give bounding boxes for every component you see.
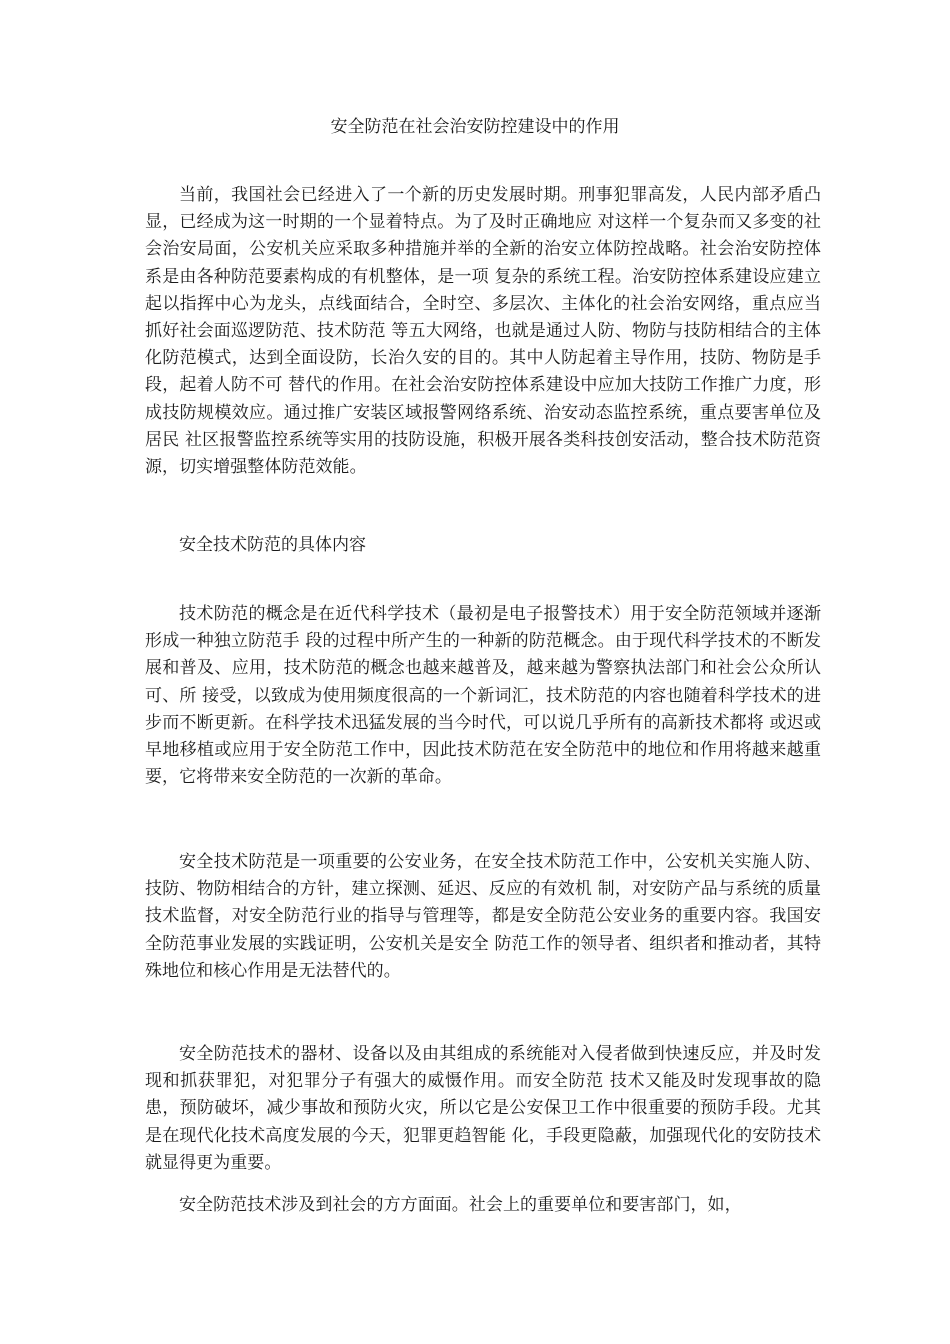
paragraph-intro: 当前，我国社会已经进入了一个新的历史发展时期。刑事犯罪高发，人民内部矛盾凸显，已经成为这一时期的一个显着特点。为了及时正确地应 对这样一个复杂而又多变的社会治安局面，公安机关应采取多种措施并举的全新的治安立体防控战略。社会治安防控体系是由各种防范要素构成的有机整体，是一项 复杂的系统工程。治安防控体系建设应建立起以指挥中心为龙头，点线面结合，全时空、多层次、主体化的社会治安网络，重点应当抓好社会面巡逻防范、技术防范 等五大网络，也就是通过人防、物防与技防相结合的主体化防范模式，达到全面设防，长治久安的目的。其中人防起着主导作用，技防、物防是手段，起着人防不可 替代的作用。在社会治安防控体系建设中应加大技防工作推广力度，形成技防规模效应。通过推广安装区域报警网络系统、治安动态监控系统，重点要害单位及居民 社区报警监控系统等实用的技防设施，积极开展各类科技创安活动，整合技术防范资源，切实增强整体防范效能。 (145, 185, 821, 478)
paragraph-society: 安全防范技术涉及到社会的方方面面。社会上的重要单位和要害部门，如， (179, 1195, 742, 1215)
paragraph-concept: 技术防范的概念是在近代科学技术（最初是电子报警技术）用于安全防范领域并逐渐形成一种独立防范手 段的过程中所产生的一种新的防范概念。由于现代科学技术的不断发展和普及、应用，技术防范的概念也越来越普及，越来越为警察执法部门和社会公众所认可、所 接受，以致成为使用频度很高的一个新词汇，技术防范的内容也随着科学技术的进步而不断更新。在科学技术迅猛发展的当今时代，可以说几乎所有的高新技术都将 或迟或早地移植或应用于安全防范工作中，因此技术防范在安全防范中的地位和作用将越来越重要，它将带来安全防范的一次新的革命。 (145, 604, 821, 788)
paragraph-equipment: 安全防范技术的器材、设备以及由其组成的系统能对入侵者做到快速反应，并及时发现和抓获罪犯，对犯罪分子有强大的威慑作用。而安全防范 技术又能及时发现事故的隐患，预防破坏，减少事故和预防火灾，所以它是公安保卫工作中很重要的预防手段。尤其是在现代化技术高度发展的今天，犯罪更趋智能 化，手段更隐蔽，加强现代化的安防技术就显得更为重要。 (145, 1044, 821, 1173)
section-heading: 安全技术防范的具体内容 (179, 535, 366, 555)
paragraph-police-role: 安全技术防范是一项重要的公安业务，在安全技术防范工作中，公安机关实施人防、技防、物防相结合的方针，建立探测、延迟、反应的有效机 制，对安防产品与系统的质量技术监督，对安全防范行业的指导与管理等，都是安全防范公安业务的重要内容。我国安全防范事业发展的实践证明，公安机关是安全 防范工作的领导者、组织者和推动者，其特殊地位和核心作用是无法替代的。 (145, 852, 821, 981)
document-title: 安全防范在社会治安防控建设中的作用 (330, 117, 620, 137)
